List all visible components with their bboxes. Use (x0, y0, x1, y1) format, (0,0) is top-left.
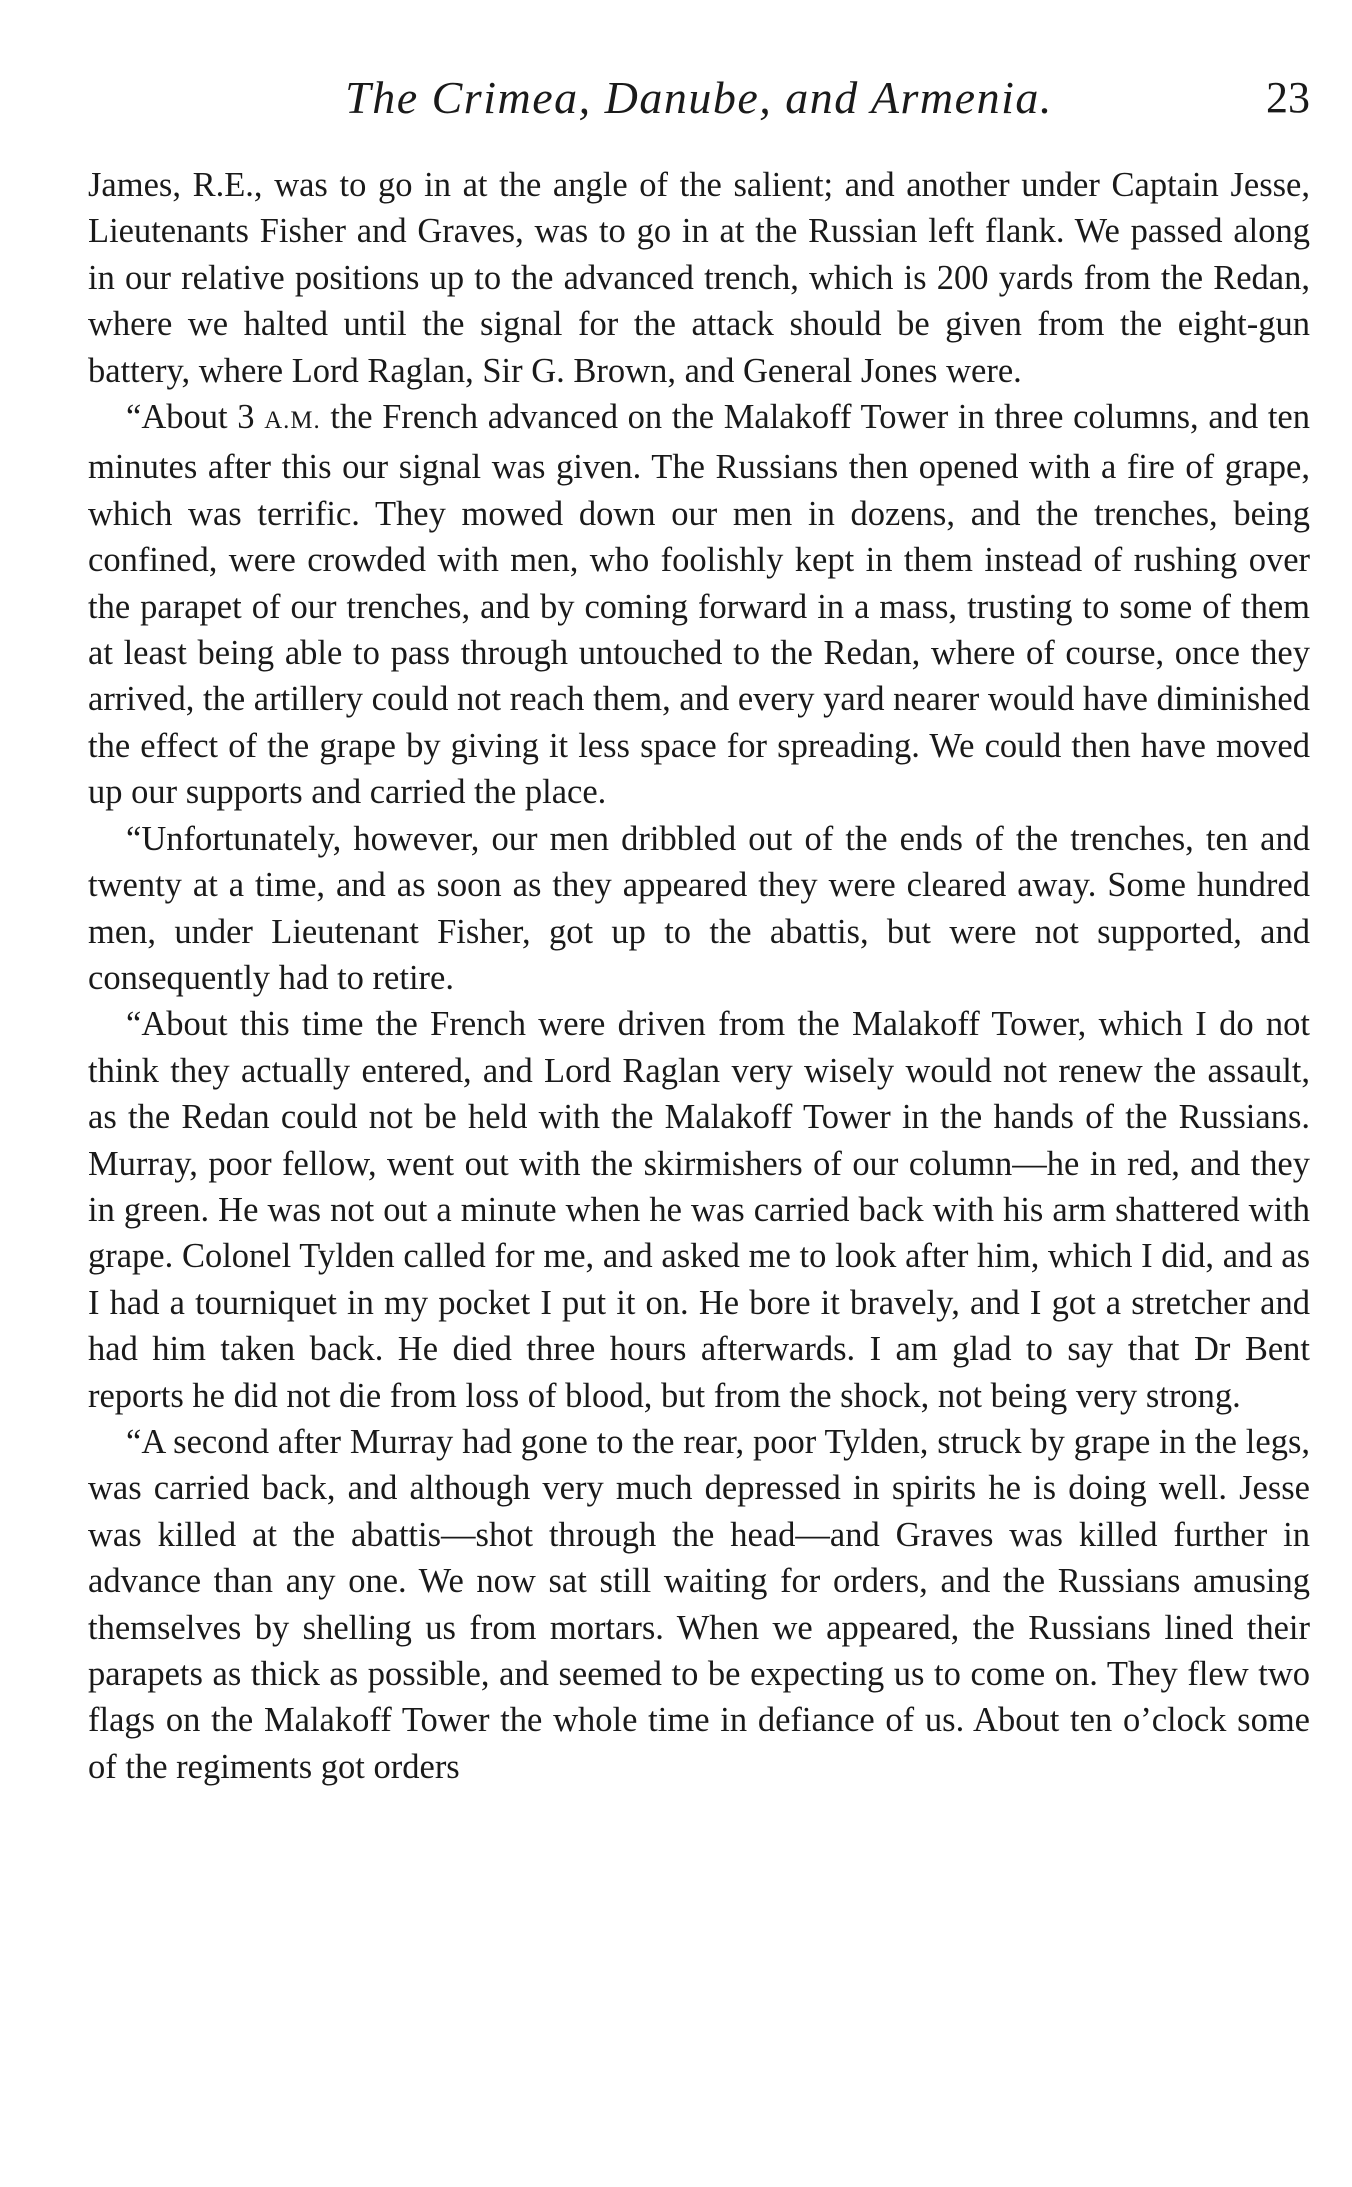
paragraph: “Unfortunately, however, our men dribbled out of the ends of the trenches, ten and twenty at a time, and as soon as they appeared they were cleared away. Some hundred men, under Lieutenant Fisher, got up to the abattis, but were not supported, and consequently had to retire. (88, 819, 1310, 997)
paragraph: “About this time the French were driven from the Malakoff Tower, which I do not think they actually entered, and Lord Raglan very wisely would not renew the assault, as the Redan could not be held with the Malakoff Tower in the hands of the Russians. Murray, poor fellow, went out with the skirmishers of our column—he in red, and they in green. He was not out a minute when he was carried back with his arm shattered with grape. Colonel Tylden called for me, and asked me to look after him, which I did, and as I had a tourniquet in my pocket I put it on. He bore it bravely, and I got a stretcher and had him taken back. He died three hours afterwards. I am glad to say that Dr Bent reports he did not die from loss of blood, but from the shock, not being very strong. (88, 1005, 1310, 1415)
body-text (88, 162, 1310, 1790)
paragraph-text: the French advanced on the Malakoff Tower in three columns, and ten minutes after this our signal was given. The Russians then opened with a fire of grape, which was terrific. They mowed down our men in dozens, and the trenches, being confined, were crowded with men, who foolishly kept in them instead of rushing over the parapet of our trenches, and by coming forward in a mass, trusting to some of them at least being able to pass through untouched to the Redan, where of course, once they arrived, the artillery could not reach them, and every yard nearer would have diminished the effect of the grape by giving it less space for spreading. We could then have moved up our supports and carried the place. (88, 398, 1310, 812)
page-number: 23 (1266, 73, 1310, 122)
paragraph: “A second after Murray had gone to the rear, poor Tylden, struck by grape in the legs, was carried back, and although very much depressed in spirits he is doing well. Jesse was killed at the abattis—shot through the head—and Graves was killed further in advance than any one. We now sat still waiting for orders, and the Russians amusing themselves by shelling us from mortars. When we appeared, the Russians lined their parapets as thick as possible, and seemed to be expecting us to come on. They flew two flags on the Malakoff Tower the whole time in defiance of us. About ten o’clock some of the regiments got orders (88, 1422, 1310, 1786)
paragraph (88, 394, 1310, 816)
running-header (88, 68, 1310, 128)
paragraph-text: “About 3 (126, 398, 265, 437)
time-abbreviation: A.M. (264, 407, 321, 435)
paragraph: James, R.E., was to go in at the angle of the salient; and another under Captain Jesse, Lieutenants Fisher and Graves, was to go in at the Russian left flank. We passed along in our relative positions up to the advanced trench, which is 200 yards from the Redan, where we halted until the signal for the attack should be given from the eight-gun battery, where Lord Raglan, Sir G. Brown, and General Jones were. (88, 166, 1310, 390)
running-title: The Crimea, Danube, and Armenia. (345, 72, 1053, 123)
